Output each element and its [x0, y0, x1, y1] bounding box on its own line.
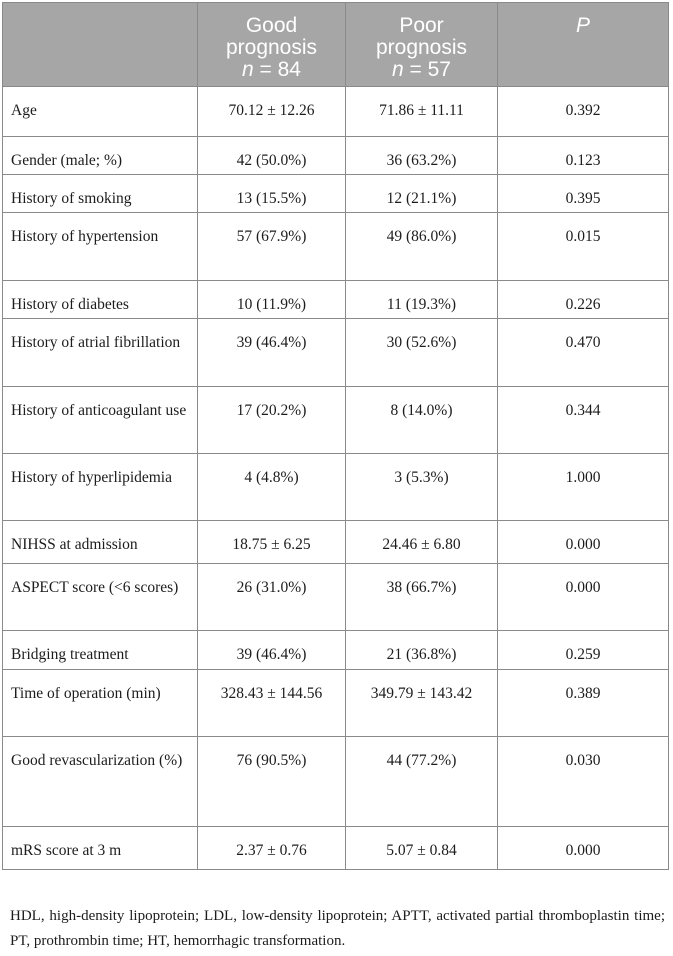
table-header-row — [3, 3, 669, 87]
table-row — [3, 175, 669, 213]
poor-prognosis-value: 349.79 ± 143.42 — [346, 670, 498, 737]
row-label: Bridging treatment — [3, 631, 198, 670]
header-p-value: P — [498, 3, 669, 87]
row-label: History of anticoagulant use — [3, 387, 198, 454]
table-row — [3, 521, 669, 564]
row-label: History of atrial fibrillation — [3, 319, 198, 387]
row-label: History of smoking — [3, 175, 198, 213]
prognosis-table — [2, 2, 669, 870]
header-poor-prognosis — [346, 3, 498, 87]
p-value: 0.470 — [498, 319, 669, 387]
poor-prognosis-value: 11 (19.3%) — [346, 281, 498, 319]
p-value: 0.123 — [498, 137, 669, 175]
p-value: 0.030 — [498, 737, 669, 827]
poor-prognosis-value: 5.07 ± 0.84 — [346, 827, 498, 870]
row-label: NIHSS at admission — [3, 521, 198, 564]
table-row — [3, 631, 669, 670]
poor-prognosis-value: 38 (66.7%) — [346, 564, 498, 631]
good-prognosis-value: 26 (31.0%) — [198, 564, 346, 631]
header-good-prognosis — [198, 3, 346, 87]
good-prognosis-value: 4 (4.8%) — [198, 454, 346, 521]
header-good-n-symbol: n — [242, 58, 254, 81]
p-value: 0.015 — [498, 213, 669, 281]
table-row — [3, 87, 669, 137]
poor-prognosis-value: 36 (63.2%) — [346, 137, 498, 175]
good-prognosis-value: 39 (46.4%) — [198, 631, 346, 670]
table-row — [3, 281, 669, 319]
good-prognosis-value: 57 (67.9%) — [198, 213, 346, 281]
p-value: 1.000 — [498, 454, 669, 521]
table-row — [3, 213, 669, 281]
good-prognosis-value: 328.43 ± 144.56 — [198, 670, 346, 737]
p-value: 0.389 — [498, 670, 669, 737]
row-label: Gender (male; %) — [3, 137, 198, 175]
poor-prognosis-value: 12 (21.1%) — [346, 175, 498, 213]
row-label: History of hypertension — [3, 213, 198, 281]
row-label: ASPECT score (<6 scores) — [3, 564, 198, 631]
table-row — [3, 319, 669, 387]
good-prognosis-value: 70.12 ± 12.26 — [198, 87, 346, 137]
row-label: Time of operation (min) — [3, 670, 198, 737]
table-row — [3, 737, 669, 827]
row-label: History of diabetes — [3, 281, 198, 319]
header-good-title: Good prognosis — [225, 14, 318, 59]
good-prognosis-value: 13 (15.5%) — [198, 175, 346, 213]
good-prognosis-value: 17 (20.2%) — [198, 387, 346, 454]
poor-prognosis-value: 71.86 ± 11.11 — [346, 87, 498, 137]
row-label: Age — [3, 87, 198, 137]
table-footnote: HDL, high-density lipoprotein; LDL, low-density lipoprotein; APTT, activated partial thromboplastin time; PT, prothrombin time; HT, hemorrhagic transformation. — [10, 908, 665, 949]
good-prognosis-value: 18.75 ± 6.25 — [198, 521, 346, 564]
good-prognosis-value: 42 (50.0%) — [198, 137, 346, 175]
good-prognosis-value: 2.37 ± 0.76 — [198, 827, 346, 870]
poor-prognosis-value: 24.46 ± 6.80 — [346, 521, 498, 564]
p-value: 0.392 — [498, 87, 669, 137]
header-poor-n-value: = 57 — [403, 58, 451, 81]
p-value: 0.226 — [498, 281, 669, 319]
poor-prognosis-value: 30 (52.6%) — [346, 319, 498, 387]
poor-prognosis-value: 21 (36.8%) — [346, 631, 498, 670]
poor-prognosis-value: 8 (14.0%) — [346, 387, 498, 454]
table-row — [3, 827, 669, 870]
good-prognosis-value: 76 (90.5%) — [198, 737, 346, 827]
header-blank — [3, 3, 198, 87]
p-value: 0.344 — [498, 387, 669, 454]
row-label: mRS score at 3 m — [3, 827, 198, 870]
header-poor-n-symbol: n — [392, 58, 404, 81]
row-label: Good revascularization (%) — [3, 737, 198, 827]
p-value: 0.000 — [498, 521, 669, 564]
table-row — [3, 670, 669, 737]
poor-prognosis-value: 3 (5.3%) — [346, 454, 498, 521]
table-row — [3, 137, 669, 175]
table-row — [3, 454, 669, 521]
table-row — [3, 564, 669, 631]
p-value: 0.259 — [498, 631, 669, 670]
good-prognosis-value: 10 (11.9%) — [198, 281, 346, 319]
header-poor-title: Poor prognosis — [375, 14, 468, 59]
p-value: 0.395 — [498, 175, 669, 213]
poor-prognosis-value: 49 (86.0%) — [346, 213, 498, 281]
p-value: 0.000 — [498, 827, 669, 870]
row-label: History of hyperlipidemia — [3, 454, 198, 521]
table-row — [3, 387, 669, 454]
header-good-n-value: = 84 — [253, 58, 301, 81]
poor-prognosis-value: 44 (77.2%) — [346, 737, 498, 827]
good-prognosis-value: 39 (46.4%) — [198, 319, 346, 387]
p-value: 0.000 — [498, 564, 669, 631]
